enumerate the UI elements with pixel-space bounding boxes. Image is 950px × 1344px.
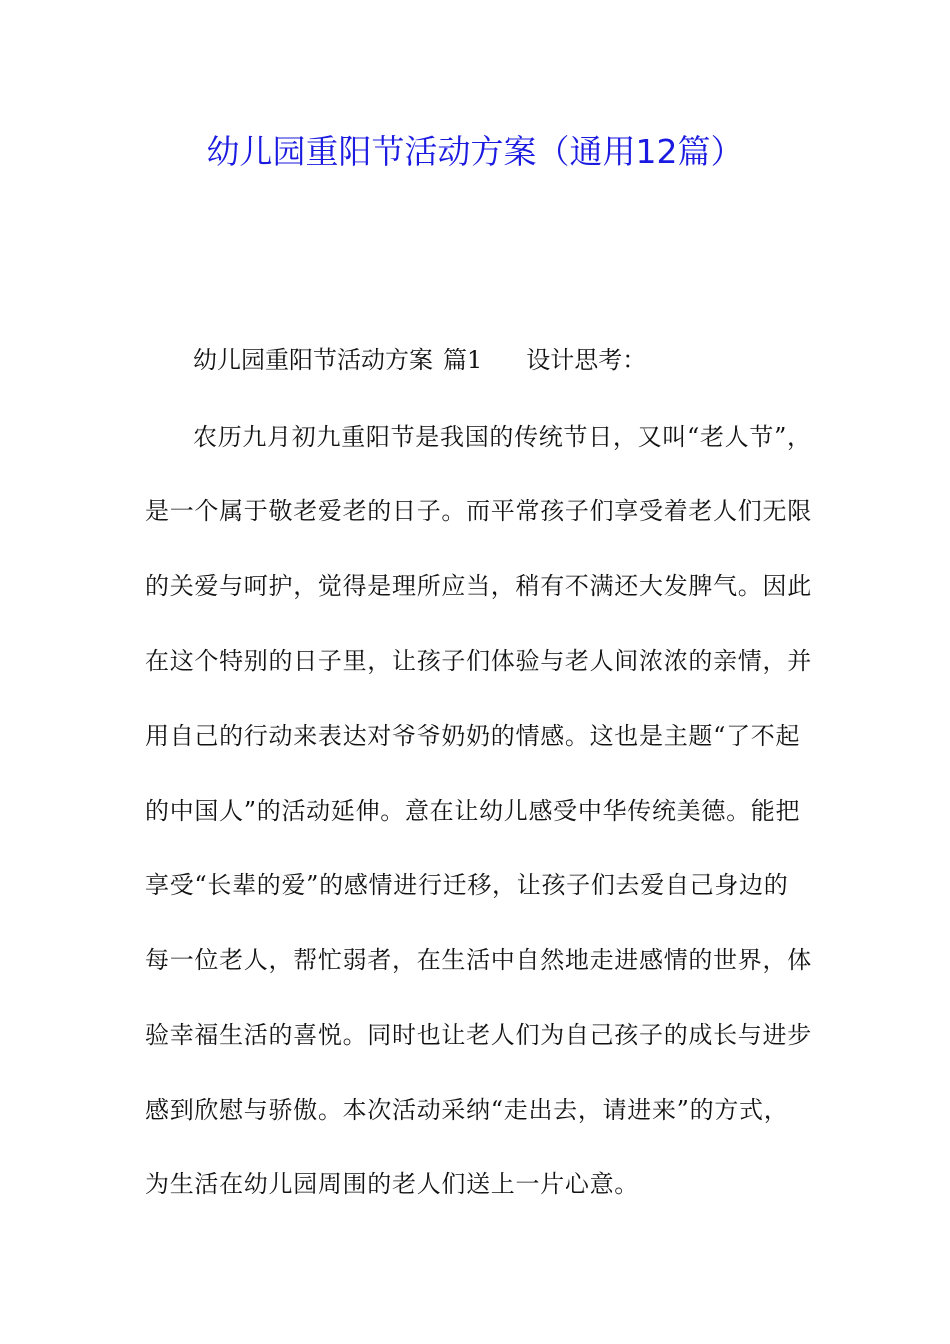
- paragraph-line: 用自己的行动来表达对爷爷奶奶的情感。这也是主题“了不起: [145, 722, 801, 750]
- paragraph-line: 的关爱与呵护，觉得是理所应当，稍有不满还大发脾气。因此: [145, 572, 812, 600]
- document-title: 幼儿园重阳节活动方案（通用12篇）: [206, 132, 744, 171]
- paragraph-line: 农历九月初九重阳节是我国的传统节日，又叫“老人节”，: [193, 423, 812, 451]
- section-heading-number: 篇1: [443, 346, 483, 374]
- section-subtitle: 设计思考：: [526, 346, 647, 374]
- paragraph-line: 在这个特别的日子里，让孩子们体验与老人间浓浓的亲情，并: [145, 647, 812, 675]
- section-heading-name: 幼儿园重阳节活动方案: [193, 346, 433, 374]
- paragraph-line: 验幸福生活的喜悦。同时也让老人们为自己孩子的成长与进步: [145, 1021, 812, 1049]
- section-heading: [193, 342, 646, 378]
- paragraph-line: 感到欣慰与骄傲。本次活动采纳“走出去，请进来”的方式，: [145, 1096, 789, 1124]
- paragraph-line: 是一个属于敬老爱老的日子。而平常孩子们享受着老人们无限: [145, 497, 812, 525]
- paragraph-line: 每一位老人，帮忙弱者，在生活中自然地走进感情的世界，体: [145, 946, 812, 974]
- paragraph-line: 的中国人”的活动延伸。意在让幼儿感受中华传统美德。能把: [145, 797, 801, 825]
- paragraph-line: 享受“长辈的爱”的感情进行迁移，让孩子们去爱自己身边的: [145, 871, 789, 899]
- paragraph-line: 为生活在幼儿园周围的老人们送上一片心意。: [145, 1170, 639, 1198]
